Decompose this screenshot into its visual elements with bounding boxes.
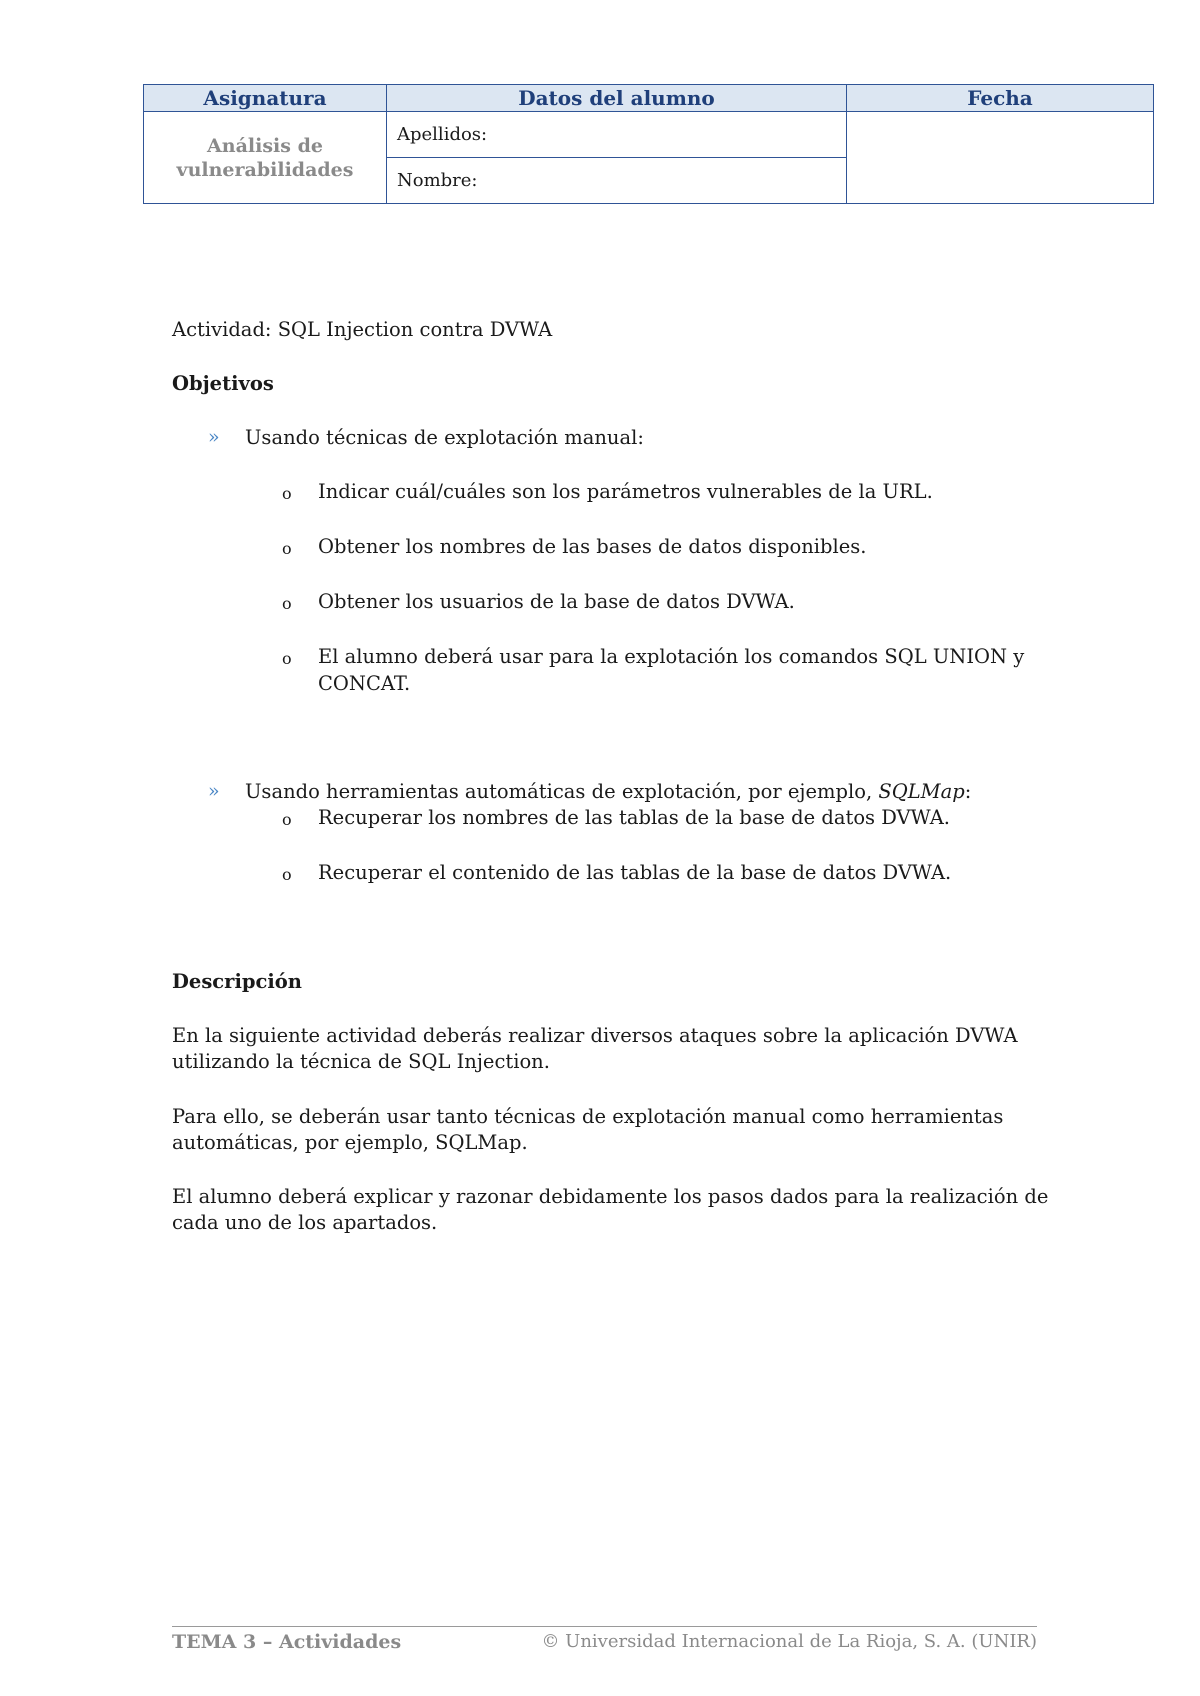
- circle-bullet-icon: o: [282, 649, 292, 668]
- auto-intro-end: :: [964, 780, 972, 803]
- subject-name: [144, 112, 387, 204]
- description-paragraph: [172, 1023, 1052, 1075]
- manual-intro: Usando técnicas de explotación manual:: [245, 426, 644, 449]
- subject-line-2: vulnerabilidades: [176, 158, 354, 181]
- paragraph-line: En la siguiente actividad deberás realizar diversos ataques sobre la aplicación DVWA: [172, 1024, 1018, 1047]
- paragraph-line: automáticas, por ejemplo, SQLMap.: [172, 1131, 528, 1154]
- list-item: Indicar cuál/cuáles son los parámetros vulnerables de la URL.: [318, 480, 933, 503]
- paragraph-line: Para ello, se deberán usar tanto técnicas de explotación manual como herramientas: [172, 1105, 1004, 1128]
- list-item: Obtener los usuarios de la base de datos DVWA.: [318, 590, 795, 613]
- footer-copyright: © Universidad Internacional de La Rioja, S. A. (UNIR): [541, 1631, 1037, 1652]
- objectives-heading: Objetivos: [172, 372, 274, 395]
- list-item: Recuperar los nombres de las tablas de la base de datos DVWA.: [318, 806, 950, 829]
- circle-bullet-icon: o: [282, 539, 292, 558]
- paragraph-line: cada uno de los apartados.: [172, 1211, 438, 1234]
- description-heading: Descripción: [172, 970, 302, 993]
- column-header-student: Datos del alumno: [387, 85, 847, 112]
- column-header-date: Fecha: [847, 85, 1154, 112]
- arrow-bullet-icon: »: [208, 426, 220, 448]
- subject-line-1: Análisis de: [207, 134, 323, 157]
- arrow-bullet-icon: »: [208, 780, 220, 802]
- paragraph-line: utilizando la técnica de SQL Injection.: [172, 1050, 550, 1073]
- description-paragraph: [172, 1104, 1052, 1156]
- list-item: Obtener los nombres de las bases de datos disponibles.: [318, 535, 867, 558]
- footer-divider: [172, 1626, 1037, 1627]
- activity-title: Actividad: SQL Injection contra DVWA: [172, 318, 553, 341]
- list-item-continuation: CONCAT.: [318, 672, 411, 695]
- tool-name: SQLMap: [878, 780, 965, 803]
- circle-bullet-icon: o: [282, 810, 292, 829]
- surname-field[interactable]: Apellidos:: [387, 112, 847, 158]
- auto-intro: [245, 780, 971, 803]
- name-field[interactable]: Nombre:: [387, 158, 847, 204]
- column-header-subject: Asignatura: [144, 85, 387, 112]
- student-data-table: [143, 84, 1154, 204]
- auto-intro-text: Usando herramientas automáticas de explotación, por ejemplo,: [245, 780, 879, 803]
- list-item: Recuperar el contenido de las tablas de la base de datos DVWA.: [318, 861, 952, 884]
- description-paragraph: [172, 1184, 1052, 1236]
- circle-bullet-icon: o: [282, 484, 292, 503]
- circle-bullet-icon: o: [282, 594, 292, 613]
- paragraph-line: El alumno deberá explicar y razonar debidamente los pasos dados para la realización de: [172, 1185, 1049, 1208]
- circle-bullet-icon: o: [282, 865, 292, 884]
- footer-topic: TEMA 3 – Actividades: [172, 1631, 402, 1653]
- list-item: El alumno deberá usar para la explotación los comandos SQL UNION y: [318, 645, 1025, 668]
- date-field[interactable]: [847, 112, 1154, 204]
